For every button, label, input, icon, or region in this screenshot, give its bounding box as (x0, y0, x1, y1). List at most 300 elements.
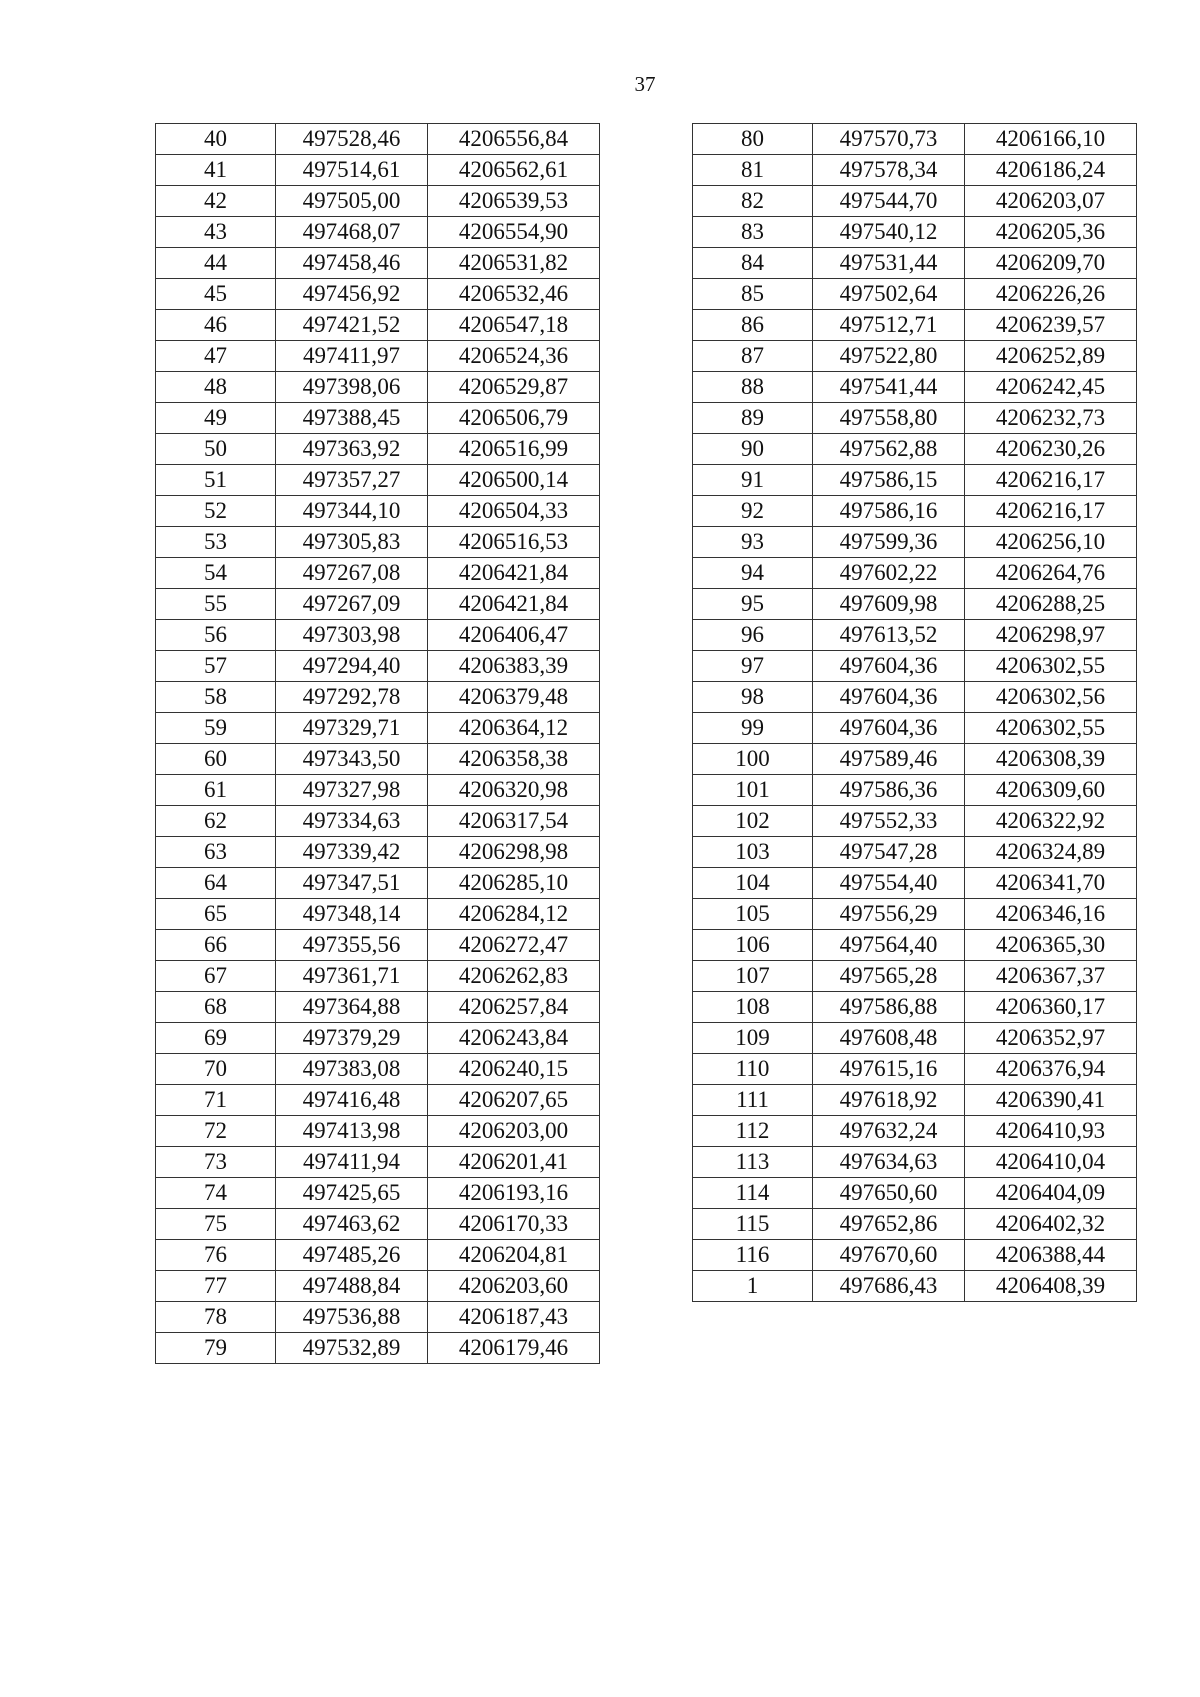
x-coordinate-cell: 497541,44 (813, 372, 965, 403)
y-coordinate-cell: 4206365,30 (965, 930, 1137, 961)
x-coordinate-cell: 497531,44 (813, 248, 965, 279)
y-coordinate-cell: 4206256,10 (965, 527, 1137, 558)
x-coordinate-cell: 497411,94 (276, 1147, 428, 1178)
point-number-cell: 116 (693, 1240, 813, 1271)
x-coordinate-cell: 497411,97 (276, 341, 428, 372)
table-row (693, 682, 1137, 713)
x-coordinate-cell: 497502,64 (813, 279, 965, 310)
y-coordinate-cell: 4206406,47 (428, 620, 600, 651)
y-coordinate-cell: 4206324,89 (965, 837, 1137, 868)
y-coordinate-cell: 4206524,36 (428, 341, 600, 372)
table-row (693, 1209, 1137, 1240)
table-row (156, 217, 600, 248)
y-coordinate-cell: 4206421,84 (428, 589, 600, 620)
point-number-cell: 49 (156, 403, 276, 434)
x-coordinate-cell: 497556,29 (813, 899, 965, 930)
y-coordinate-cell: 4206516,99 (428, 434, 600, 465)
table-row (156, 155, 600, 186)
point-number-cell: 83 (693, 217, 813, 248)
table-row (156, 434, 600, 465)
x-coordinate-cell: 497522,80 (813, 341, 965, 372)
point-number-cell: 105 (693, 899, 813, 930)
y-coordinate-cell: 4206410,04 (965, 1147, 1137, 1178)
x-coordinate-cell: 497536,88 (276, 1302, 428, 1333)
y-coordinate-cell: 4206562,61 (428, 155, 600, 186)
table-row (156, 775, 600, 806)
table-row (156, 899, 600, 930)
x-coordinate-cell: 497632,24 (813, 1116, 965, 1147)
y-coordinate-cell: 4206352,97 (965, 1023, 1137, 1054)
point-number-cell: 57 (156, 651, 276, 682)
point-number-cell: 70 (156, 1054, 276, 1085)
point-number-cell: 101 (693, 775, 813, 806)
x-coordinate-cell: 497329,71 (276, 713, 428, 744)
x-coordinate-cell: 497540,12 (813, 217, 965, 248)
table-row (693, 1147, 1137, 1178)
y-coordinate-cell: 4206205,36 (965, 217, 1137, 248)
x-coordinate-cell: 497578,34 (813, 155, 965, 186)
y-coordinate-cell: 4206500,14 (428, 465, 600, 496)
y-coordinate-cell: 4206204,81 (428, 1240, 600, 1271)
point-number-cell: 69 (156, 1023, 276, 1054)
point-number-cell: 99 (693, 713, 813, 744)
table-row (693, 558, 1137, 589)
point-number-cell: 98 (693, 682, 813, 713)
x-coordinate-cell: 497554,40 (813, 868, 965, 899)
table-row (693, 868, 1137, 899)
table-row (693, 310, 1137, 341)
y-coordinate-cell: 4206193,16 (428, 1178, 600, 1209)
table-row (156, 961, 600, 992)
x-coordinate-cell: 497388,45 (276, 403, 428, 434)
point-number-cell: 95 (693, 589, 813, 620)
point-number-cell: 56 (156, 620, 276, 651)
y-coordinate-cell: 4206529,87 (428, 372, 600, 403)
point-number-cell: 61 (156, 775, 276, 806)
point-number-cell: 68 (156, 992, 276, 1023)
x-coordinate-cell: 497532,89 (276, 1333, 428, 1364)
x-coordinate-cell: 497652,86 (813, 1209, 965, 1240)
point-number-cell: 92 (693, 496, 813, 527)
table-row (156, 186, 600, 217)
point-number-cell: 94 (693, 558, 813, 589)
y-coordinate-cell: 4206410,93 (965, 1116, 1137, 1147)
x-coordinate-cell: 497586,36 (813, 775, 965, 806)
point-number-cell: 91 (693, 465, 813, 496)
y-coordinate-cell: 4206302,55 (965, 651, 1137, 682)
table-row (156, 1116, 600, 1147)
table-row (156, 620, 600, 651)
y-coordinate-cell: 4206186,24 (965, 155, 1137, 186)
point-number-cell: 48 (156, 372, 276, 403)
y-coordinate-cell: 4206367,37 (965, 961, 1137, 992)
point-number-cell: 67 (156, 961, 276, 992)
point-number-cell: 41 (156, 155, 276, 186)
table-row (693, 961, 1137, 992)
x-coordinate-cell: 497485,26 (276, 1240, 428, 1271)
table-row (156, 372, 600, 403)
x-coordinate-cell: 497413,98 (276, 1116, 428, 1147)
point-number-cell: 84 (693, 248, 813, 279)
table-row (156, 496, 600, 527)
x-coordinate-cell: 497562,88 (813, 434, 965, 465)
table-row (693, 775, 1137, 806)
point-number-cell: 97 (693, 651, 813, 682)
table-row (156, 341, 600, 372)
table-row (693, 1116, 1137, 1147)
x-coordinate-cell: 497303,98 (276, 620, 428, 651)
point-number-cell: 43 (156, 217, 276, 248)
point-number-cell: 71 (156, 1085, 276, 1116)
table-row (693, 651, 1137, 682)
x-coordinate-cell: 497602,22 (813, 558, 965, 589)
y-coordinate-cell: 4206531,82 (428, 248, 600, 279)
y-coordinate-cell: 4206364,12 (428, 713, 600, 744)
x-coordinate-cell: 497570,73 (813, 124, 965, 155)
x-coordinate-cell: 497604,36 (813, 713, 965, 744)
x-coordinate-cell: 497339,42 (276, 837, 428, 868)
table-row (156, 1333, 600, 1364)
y-coordinate-cell: 4206252,89 (965, 341, 1137, 372)
y-coordinate-cell: 4206308,39 (965, 744, 1137, 775)
y-coordinate-cell: 4206376,94 (965, 1054, 1137, 1085)
page-number: 37 (634, 72, 656, 96)
y-coordinate-cell: 4206408,39 (965, 1271, 1137, 1302)
table-row (156, 1302, 600, 1333)
table-row (156, 527, 600, 558)
point-number-cell: 66 (156, 930, 276, 961)
point-number-cell: 42 (156, 186, 276, 217)
table-row (156, 248, 600, 279)
point-number-cell: 89 (693, 403, 813, 434)
table-row (156, 558, 600, 589)
coordinates-table-right-body (693, 124, 1137, 1302)
point-number-cell: 78 (156, 1302, 276, 1333)
point-number-cell: 104 (693, 868, 813, 899)
x-coordinate-cell: 497363,92 (276, 434, 428, 465)
x-coordinate-cell: 497267,08 (276, 558, 428, 589)
table-row (693, 1054, 1137, 1085)
table-row (156, 124, 600, 155)
x-coordinate-cell: 497589,46 (813, 744, 965, 775)
point-number-cell: 64 (156, 868, 276, 899)
y-coordinate-cell: 4206298,98 (428, 837, 600, 868)
y-coordinate-cell: 4206383,39 (428, 651, 600, 682)
point-number-cell: 50 (156, 434, 276, 465)
y-coordinate-cell: 4206226,26 (965, 279, 1137, 310)
y-coordinate-cell: 4206554,90 (428, 217, 600, 248)
y-coordinate-cell: 4206201,41 (428, 1147, 600, 1178)
table-row (156, 1023, 600, 1054)
y-coordinate-cell: 4206230,26 (965, 434, 1137, 465)
table-row (693, 434, 1137, 465)
x-coordinate-cell: 497334,63 (276, 806, 428, 837)
point-number-cell: 46 (156, 310, 276, 341)
y-coordinate-cell: 4206264,76 (965, 558, 1137, 589)
point-number-cell: 45 (156, 279, 276, 310)
x-coordinate-cell: 497514,61 (276, 155, 428, 186)
y-coordinate-cell: 4206421,84 (428, 558, 600, 589)
y-coordinate-cell: 4206390,41 (965, 1085, 1137, 1116)
y-coordinate-cell: 4206402,32 (965, 1209, 1137, 1240)
point-number-cell: 82 (693, 186, 813, 217)
table-row (693, 589, 1137, 620)
table-row (156, 744, 600, 775)
point-number-cell: 87 (693, 341, 813, 372)
x-coordinate-cell: 497618,92 (813, 1085, 965, 1116)
y-coordinate-cell: 4206170,33 (428, 1209, 600, 1240)
table-row (156, 713, 600, 744)
table-row (693, 806, 1137, 837)
point-number-cell: 79 (156, 1333, 276, 1364)
y-coordinate-cell: 4206203,60 (428, 1271, 600, 1302)
table-row (156, 1209, 600, 1240)
point-number-cell: 44 (156, 248, 276, 279)
x-coordinate-cell: 497348,14 (276, 899, 428, 930)
y-coordinate-cell: 4206320,98 (428, 775, 600, 806)
y-coordinate-cell: 4206285,10 (428, 868, 600, 899)
table-row (156, 868, 600, 899)
y-coordinate-cell: 4206516,53 (428, 527, 600, 558)
y-coordinate-cell: 4206322,92 (965, 806, 1137, 837)
x-coordinate-cell: 497347,51 (276, 868, 428, 899)
x-coordinate-cell: 497458,46 (276, 248, 428, 279)
y-coordinate-cell: 4206317,54 (428, 806, 600, 837)
y-coordinate-cell: 4206240,15 (428, 1054, 600, 1085)
y-coordinate-cell: 4206379,48 (428, 682, 600, 713)
x-coordinate-cell: 497613,52 (813, 620, 965, 651)
y-coordinate-cell: 4206216,17 (965, 496, 1137, 527)
point-number-cell: 112 (693, 1116, 813, 1147)
point-number-cell: 107 (693, 961, 813, 992)
y-coordinate-cell: 4206404,09 (965, 1178, 1137, 1209)
point-number-cell: 113 (693, 1147, 813, 1178)
x-coordinate-cell: 497650,60 (813, 1178, 965, 1209)
table-row (156, 1054, 600, 1085)
x-coordinate-cell: 497379,29 (276, 1023, 428, 1054)
coordinates-table-left (155, 123, 600, 1364)
table-row (693, 465, 1137, 496)
table-row (693, 527, 1137, 558)
point-number-cell: 77 (156, 1271, 276, 1302)
table-row (156, 930, 600, 961)
point-number-cell: 111 (693, 1085, 813, 1116)
x-coordinate-cell: 497604,36 (813, 682, 965, 713)
y-coordinate-cell: 4206539,53 (428, 186, 600, 217)
y-coordinate-cell: 4206388,44 (965, 1240, 1137, 1271)
x-coordinate-cell: 497488,84 (276, 1271, 428, 1302)
coordinates-table-right (692, 123, 1137, 1302)
y-coordinate-cell: 4206302,56 (965, 682, 1137, 713)
x-coordinate-cell: 497599,36 (813, 527, 965, 558)
y-coordinate-cell: 4206302,55 (965, 713, 1137, 744)
x-coordinate-cell: 497383,08 (276, 1054, 428, 1085)
x-coordinate-cell: 497608,48 (813, 1023, 965, 1054)
point-number-cell: 115 (693, 1209, 813, 1240)
table-row (693, 1240, 1137, 1271)
point-number-cell: 86 (693, 310, 813, 341)
table-row (693, 341, 1137, 372)
table-row (156, 806, 600, 837)
coordinates-table-left-body (156, 124, 600, 1364)
y-coordinate-cell: 4206232,73 (965, 403, 1137, 434)
x-coordinate-cell: 497565,28 (813, 961, 965, 992)
x-coordinate-cell: 497456,92 (276, 279, 428, 310)
table-row (156, 651, 600, 682)
y-coordinate-cell: 4206166,10 (965, 124, 1137, 155)
table-row (693, 930, 1137, 961)
y-coordinate-cell: 4206556,84 (428, 124, 600, 155)
table-row (693, 124, 1137, 155)
point-number-cell: 103 (693, 837, 813, 868)
x-coordinate-cell: 497505,00 (276, 186, 428, 217)
table-row (693, 248, 1137, 279)
table-row (156, 682, 600, 713)
point-number-cell: 63 (156, 837, 276, 868)
point-number-cell: 73 (156, 1147, 276, 1178)
y-coordinate-cell: 4206504,33 (428, 496, 600, 527)
table-row (693, 899, 1137, 930)
table-row (693, 1085, 1137, 1116)
point-number-cell: 93 (693, 527, 813, 558)
x-coordinate-cell: 497343,50 (276, 744, 428, 775)
table-row (693, 992, 1137, 1023)
x-coordinate-cell: 497267,09 (276, 589, 428, 620)
table-row (693, 1023, 1137, 1054)
table-row (693, 620, 1137, 651)
point-number-cell: 51 (156, 465, 276, 496)
table-row (693, 403, 1137, 434)
x-coordinate-cell: 497604,36 (813, 651, 965, 682)
x-coordinate-cell: 497558,80 (813, 403, 965, 434)
point-number-cell: 75 (156, 1209, 276, 1240)
point-number-cell: 85 (693, 279, 813, 310)
y-coordinate-cell: 4206284,12 (428, 899, 600, 930)
x-coordinate-cell: 497686,43 (813, 1271, 965, 1302)
x-coordinate-cell: 497364,88 (276, 992, 428, 1023)
table-row (693, 837, 1137, 868)
point-number-cell: 108 (693, 992, 813, 1023)
x-coordinate-cell: 497398,06 (276, 372, 428, 403)
point-number-cell: 55 (156, 589, 276, 620)
x-coordinate-cell: 497586,88 (813, 992, 965, 1023)
point-number-cell: 65 (156, 899, 276, 930)
x-coordinate-cell: 497416,48 (276, 1085, 428, 1116)
point-number-cell: 80 (693, 124, 813, 155)
x-coordinate-cell: 497528,46 (276, 124, 428, 155)
x-coordinate-cell: 497425,65 (276, 1178, 428, 1209)
x-coordinate-cell: 497586,16 (813, 496, 965, 527)
point-number-cell: 72 (156, 1116, 276, 1147)
x-coordinate-cell: 497634,63 (813, 1147, 965, 1178)
table-row (156, 1147, 600, 1178)
y-coordinate-cell: 4206179,46 (428, 1333, 600, 1364)
point-number-cell: 47 (156, 341, 276, 372)
x-coordinate-cell: 497468,07 (276, 217, 428, 248)
table-row (693, 155, 1137, 186)
table-row (693, 1271, 1137, 1302)
y-coordinate-cell: 4206216,17 (965, 465, 1137, 496)
y-coordinate-cell: 4206207,65 (428, 1085, 600, 1116)
point-number-cell: 52 (156, 496, 276, 527)
table-row (693, 372, 1137, 403)
table-row (156, 1085, 600, 1116)
table-row (156, 279, 600, 310)
y-coordinate-cell: 4206288,25 (965, 589, 1137, 620)
point-number-cell: 74 (156, 1178, 276, 1209)
y-coordinate-cell: 4206298,97 (965, 620, 1137, 651)
table-row (156, 403, 600, 434)
table-row (693, 186, 1137, 217)
point-number-cell: 40 (156, 124, 276, 155)
table-row (156, 310, 600, 341)
table-row (693, 496, 1137, 527)
x-coordinate-cell: 497294,40 (276, 651, 428, 682)
y-coordinate-cell: 4206346,16 (965, 899, 1137, 930)
table-row (156, 1240, 600, 1271)
point-number-cell: 96 (693, 620, 813, 651)
x-coordinate-cell: 497615,16 (813, 1054, 965, 1085)
point-number-cell: 54 (156, 558, 276, 589)
y-coordinate-cell: 4206203,07 (965, 186, 1137, 217)
point-number-cell: 81 (693, 155, 813, 186)
y-coordinate-cell: 4206358,38 (428, 744, 600, 775)
table-row (156, 1178, 600, 1209)
y-coordinate-cell: 4206309,60 (965, 775, 1137, 806)
x-coordinate-cell: 497547,28 (813, 837, 965, 868)
table-row (156, 465, 600, 496)
point-number-cell: 1 (693, 1271, 813, 1302)
x-coordinate-cell: 497327,98 (276, 775, 428, 806)
y-coordinate-cell: 4206547,18 (428, 310, 600, 341)
y-coordinate-cell: 4206262,83 (428, 961, 600, 992)
x-coordinate-cell: 497512,71 (813, 310, 965, 341)
point-number-cell: 88 (693, 372, 813, 403)
y-coordinate-cell: 4206187,43 (428, 1302, 600, 1333)
y-coordinate-cell: 4206242,45 (965, 372, 1137, 403)
table-row (693, 279, 1137, 310)
y-coordinate-cell: 4206360,17 (965, 992, 1137, 1023)
table-row (693, 713, 1137, 744)
point-number-cell: 58 (156, 682, 276, 713)
point-number-cell: 110 (693, 1054, 813, 1085)
x-coordinate-cell: 497670,60 (813, 1240, 965, 1271)
x-coordinate-cell: 497292,78 (276, 682, 428, 713)
table-row (156, 992, 600, 1023)
point-number-cell: 60 (156, 744, 276, 775)
point-number-cell: 109 (693, 1023, 813, 1054)
point-number-cell: 106 (693, 930, 813, 961)
table-row (693, 1178, 1137, 1209)
table-row (156, 837, 600, 868)
x-coordinate-cell: 497421,52 (276, 310, 428, 341)
x-coordinate-cell: 497305,83 (276, 527, 428, 558)
x-coordinate-cell: 497463,62 (276, 1209, 428, 1240)
table-row (693, 744, 1137, 775)
x-coordinate-cell: 497552,33 (813, 806, 965, 837)
x-coordinate-cell: 497357,27 (276, 465, 428, 496)
x-coordinate-cell: 497361,71 (276, 961, 428, 992)
point-number-cell: 62 (156, 806, 276, 837)
x-coordinate-cell: 497586,15 (813, 465, 965, 496)
y-coordinate-cell: 4206203,00 (428, 1116, 600, 1147)
x-coordinate-cell: 497355,56 (276, 930, 428, 961)
point-number-cell: 100 (693, 744, 813, 775)
y-coordinate-cell: 4206532,46 (428, 279, 600, 310)
x-coordinate-cell: 497564,40 (813, 930, 965, 961)
x-coordinate-cell: 497609,98 (813, 589, 965, 620)
point-number-cell: 76 (156, 1240, 276, 1271)
